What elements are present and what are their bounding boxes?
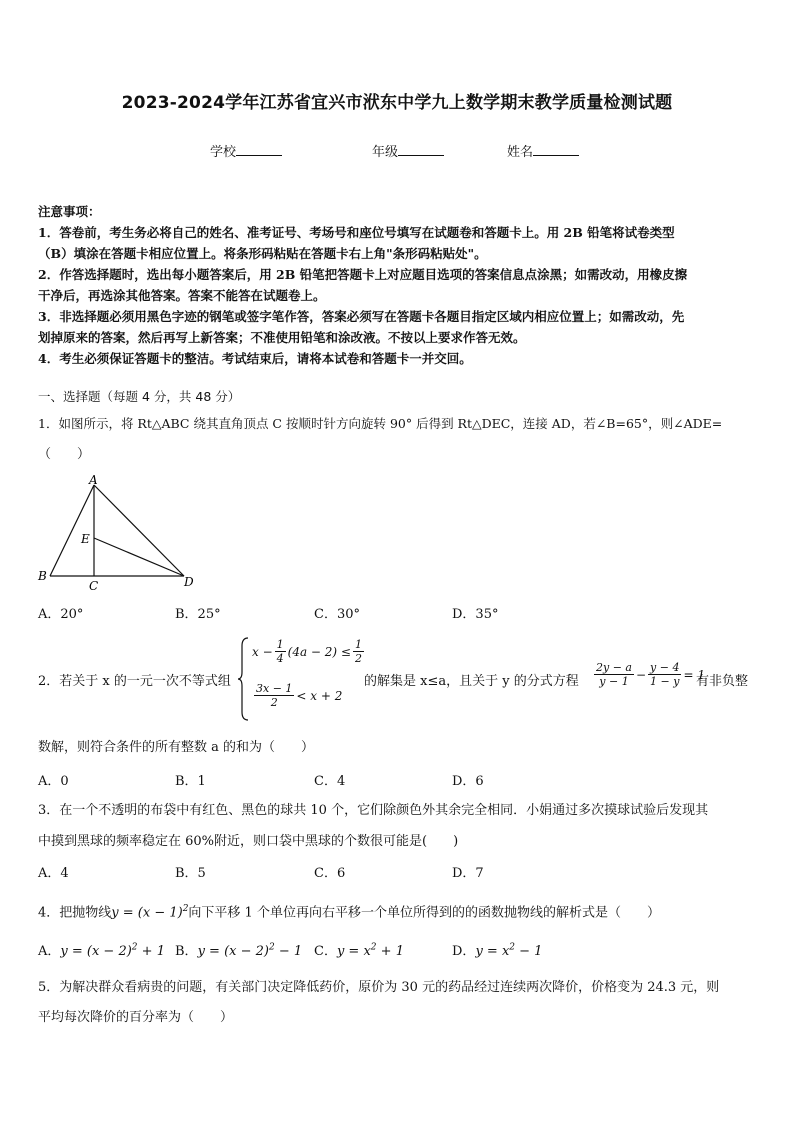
notice-line: 1．答卷前，考生务必将自己的姓名、准考证号、考场号和座位号填写在试题卷和答题卡上。用 2B 铅笔将试卷类型 <box>38 225 675 240</box>
q2-option-d[interactable]: D．6 <box>452 774 484 789</box>
q4-option-b[interactable] <box>175 940 302 959</box>
label-a: A <box>89 474 98 487</box>
notice-line: 干净后，再选涂其他答案。答案不能答在试题卷上。 <box>38 288 326 303</box>
opt-tail: − 1 <box>274 944 303 959</box>
question-3-line-1: 3．在一个不透明的布袋中有红色、黑色的球共 10 个，它们除颜色外其余完全相同．小娟通过多次摸球试验后发现其 <box>38 803 709 818</box>
q4-option-d[interactable] <box>452 940 542 959</box>
label-e: E <box>81 532 90 546</box>
q3-option-c[interactable]: C．6 <box>314 866 346 881</box>
grade-field <box>372 141 444 160</box>
notice-line: （B）填涂在答题卡相应位置上。将条形码粘贴在答题卡右上角"条形码粘贴处"。 <box>38 246 487 261</box>
q1-option-d[interactable]: D．35° <box>452 607 499 622</box>
opt-exp: 2 <box>509 942 516 953</box>
label-c: C <box>89 579 99 593</box>
opt-expr: y = x <box>475 944 510 959</box>
question-2-suffix: 有非负整 <box>696 674 749 689</box>
q1-option-c[interactable]: C．30° <box>314 607 360 622</box>
line1-b: (4a − 2) ≤ <box>287 644 351 659</box>
q4-option-c[interactable] <box>314 940 404 959</box>
system-line-2 <box>252 682 342 709</box>
school-blank[interactable] <box>236 143 282 156</box>
line2-b: < x + 2 <box>296 688 343 703</box>
opt-tail: − 1 <box>515 944 543 959</box>
grade-label: 年级 <box>372 145 399 160</box>
notice-heading: 注意事项： <box>38 204 101 219</box>
question-2-prefix: 2．若关于 x 的一元一次不等式组 <box>38 674 231 689</box>
label-b: B <box>38 569 47 583</box>
opt-exp: 2 <box>131 942 138 953</box>
opt-tail: + 1 <box>376 944 404 959</box>
question-2-line-b: 数解，则符合条件的所有整数 a 的和为（ ） <box>38 740 315 755</box>
opt-label: D． <box>452 944 476 959</box>
q3-option-a[interactable]: A．4 <box>38 866 69 881</box>
q4-suffix: 向下平移 1 个单位再向右平移一个单位所得到的的函数抛物线的解析式是（ ） <box>188 905 660 921</box>
frac-den: y − 1 <box>599 675 629 688</box>
label-d: D <box>184 575 194 589</box>
frac-den: 1 − y <box>650 675 680 688</box>
page-title: 2023-2024学年江苏省宜兴市洑东中学九上数学期末教学质量检测试题 <box>121 93 673 113</box>
grade-blank[interactable] <box>398 143 444 156</box>
opt-tail: + 1 <box>137 944 165 959</box>
question-5-line-1: 5．为解决群众看病贵的问题，有关部门决定降低药价，原价为 30 元的药品经过连续两次降价，价格变为 24.3 元，则 <box>38 980 720 995</box>
question-4-text <box>38 899 760 923</box>
notice-line: 2．作答选择题时，选出每小题答案后，用 2B 铅笔把答题卡上对应题目选项的答案信息点涂黑；如需改动，用橡皮擦 <box>38 267 688 282</box>
q4-option-a[interactable] <box>38 940 165 959</box>
question-2-middle: 的解集是 x≤a，且关于 y 的分式方程 <box>364 674 579 689</box>
segment-ab <box>50 485 94 576</box>
opt-label: B． <box>175 944 198 959</box>
q1-option-b[interactable]: B．25° <box>175 607 221 622</box>
q4-prefix: 4．把抛物线 <box>38 905 112 921</box>
frac-num: y − 4 <box>650 661 680 674</box>
notice-block <box>38 201 762 369</box>
opt-label: C． <box>314 944 337 959</box>
eq-rhs: = 1 <box>683 667 705 682</box>
opt-exp: 2 <box>268 942 275 953</box>
segment-ad <box>94 485 184 576</box>
q3-option-b[interactable]: B．5 <box>175 866 206 881</box>
q2-option-a[interactable]: A．0 <box>38 774 69 789</box>
frac-num: 3x − 1 <box>256 682 293 695</box>
frac-den: 2 <box>354 652 362 665</box>
q4-expr: y = (x − 1) <box>111 905 183 921</box>
q2-option-b[interactable]: B．1 <box>175 774 206 789</box>
fraction-equation <box>592 661 705 688</box>
q3-option-d[interactable]: D．7 <box>452 866 484 881</box>
section-heading: 一、选择题（每题 4 分，共 48 分） <box>38 389 241 404</box>
opt-expr: y = (x − 2) <box>197 944 269 959</box>
frac-num: 1 <box>276 638 284 651</box>
question-1-text: 1．如图所示，将 Rt△ABC 绕其直角顶点 C 按顺时针方向旋转 90° 后得到 Rt△DEC，连接 AD，若∠B=65°，则∠ADE= <box>38 416 723 431</box>
school-label: 学校 <box>210 145 237 160</box>
notice-line: 划掉原来的答案，然后再写上新答案；不准使用铅笔和涂改液。不按以上要求作答无效。 <box>38 330 526 345</box>
frac-num: 2y − a <box>596 661 632 674</box>
frac-den: 2 <box>270 696 278 709</box>
question-1-paren: （ ） <box>38 447 91 462</box>
triangle-figure <box>36 474 206 594</box>
q1-option-a[interactable]: A．20° <box>38 607 84 622</box>
opt-expr: y = x <box>336 944 371 959</box>
q2-option-c[interactable]: C．4 <box>314 774 346 789</box>
frac-num: 1 <box>354 638 362 651</box>
opt-exp: 2 <box>370 942 377 953</box>
system-line-1 <box>252 638 366 665</box>
q4-exp: 2 <box>182 904 189 914</box>
question-3-line-2: 中摸到黑球的频率稳定在 60%附近，则口袋中黑球的个数很可能是( ) <box>38 834 459 849</box>
notice-line: 3．非选择题必须用黑色字迹的钢笔或签字笔作答，答案必须写在答题卡各题目指定区域内相应位置上；如需改动，先 <box>38 309 685 324</box>
opt-expr: y = (x − 2) <box>60 944 132 959</box>
opt-label: A． <box>38 944 61 959</box>
frac-den: 4 <box>276 652 284 665</box>
brace-icon <box>236 636 250 722</box>
notice-line: 4．考生必须保证答题卡的整洁。考试结束后，请将本试卷和答题卡一并交回。 <box>38 351 472 366</box>
name-label: 姓名 <box>507 145 534 160</box>
segment-ed <box>94 538 184 576</box>
school-field <box>210 141 282 160</box>
eq-minus: − <box>635 667 647 682</box>
question-5-line-2: 平均每次降价的百分率为（ ） <box>38 1010 234 1025</box>
name-blank[interactable] <box>533 143 579 156</box>
line1-a: x − <box>252 644 273 659</box>
name-field <box>507 141 579 160</box>
